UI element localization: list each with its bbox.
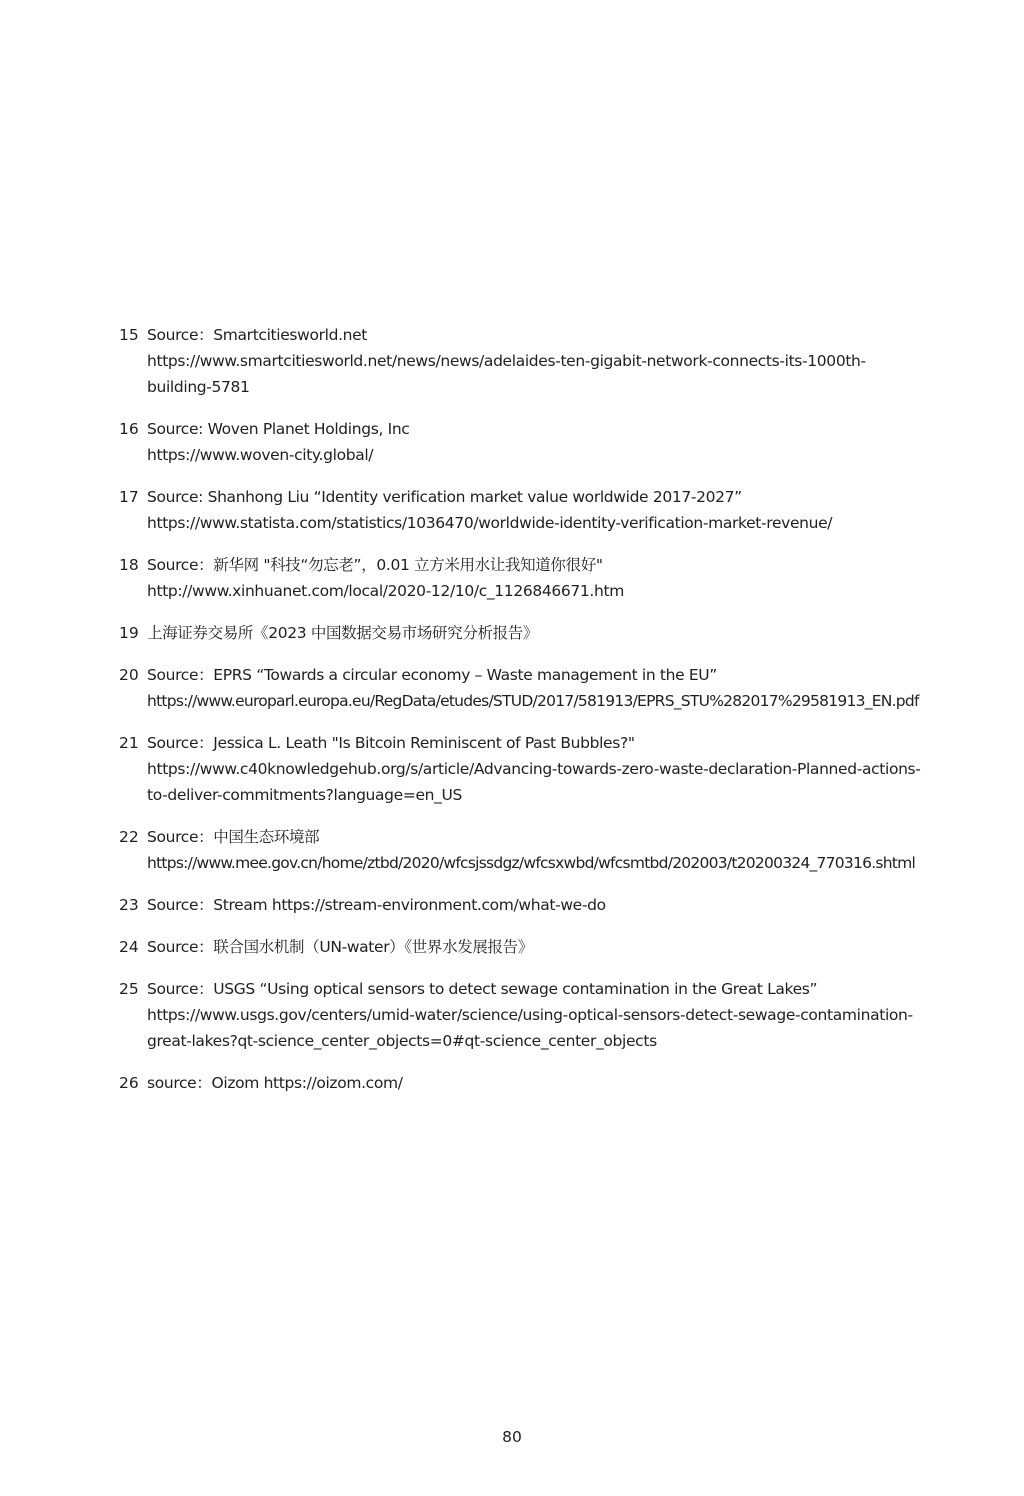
reference-source: Source: Shanhong Liu “Identity verification market value worldwide 2017-2027” [147, 488, 742, 506]
reference-item [119, 892, 919, 918]
reference-source: Source：USGS “Using optical sensors to detect sewage contamination in the Great Lakes” [147, 980, 818, 998]
reference-number: 22 [119, 828, 139, 846]
reference-number: 19 [119, 624, 139, 642]
reference-url[interactable]: https://www.statista.com/statistics/1036470/worldwide-identity-verification-market-revenue/ [147, 514, 833, 532]
reference-source: Source：联合国水机制（UN-water）《世界水发展报告》 [147, 938, 533, 956]
reference-number: 23 [119, 896, 139, 914]
reference-number: 17 [119, 488, 139, 506]
reference-number: 24 [119, 938, 139, 956]
reference-url[interactable]: https://www.usgs.gov/centers/umid-water/science/using-optical-sensors-detect-sewage-contamination- [147, 1006, 913, 1024]
reference-item [119, 552, 919, 604]
reference-number: 26 [119, 1074, 139, 1092]
reference-url[interactable]: building-5781 [147, 378, 250, 396]
reference-item [119, 322, 919, 400]
reference-url[interactable]: https://www.mee.gov.cn/home/ztbd/2020/wfcsjssdgz/wfcsxwbd/wfcsmtbd/202003/t20200324_770316.shtml [147, 854, 916, 872]
reference-url[interactable]: https://www.woven-city.global/ [147, 446, 374, 464]
page-number: 80 [502, 1428, 522, 1446]
reference-source: Source：EPRS “Towards a circular economy – Waste management in the EU” [147, 666, 717, 684]
reference-number: 21 [119, 734, 139, 752]
reference-number: 25 [119, 980, 139, 998]
reference-url[interactable]: https://www.smartcitiesworld.net/news/news/adelaides-ten-gigabit-network-connects-its-1000th- [147, 352, 866, 370]
reference-url[interactable]: http://www.xinhuanet.com/local/2020-12/10/c_1126846671.htm [147, 582, 624, 600]
reference-item [119, 976, 919, 1054]
reference-url[interactable]: https://www.c40knowledgehub.org/s/article/Advancing-towards-zero-waste-declaration-Planned-actions- [147, 760, 921, 778]
reference-item [119, 1070, 919, 1096]
reference-list [119, 322, 919, 1112]
reference-number: 16 [119, 420, 139, 438]
reference-item [119, 484, 919, 536]
reference-source: Source：Smartcitiesworld.net [147, 326, 368, 344]
reference-url[interactable]: https://www.europarl.europa.eu/RegData/etudes/STUD/2017/581913/EPRS_STU%282017%29581913_EN.pdf [147, 692, 919, 710]
reference-item [119, 620, 919, 646]
reference-url[interactable]: to-deliver-commitments?language=en_US [147, 786, 463, 804]
reference-item [119, 416, 919, 468]
reference-source[interactable]: source：Oizom https://oizom.com/ [147, 1074, 403, 1092]
reference-item [119, 662, 919, 714]
reference-url[interactable]: great-lakes?qt-science_center_objects=0#qt-science_center_objects [147, 1032, 657, 1050]
reference-source: Source: Woven Planet Holdings, Inc [147, 420, 410, 438]
reference-number: 20 [119, 666, 139, 684]
reference-number: 18 [119, 556, 139, 574]
reference-item [119, 824, 919, 876]
reference-item [119, 730, 919, 808]
reference-source: Source：新华网 "科技“勿忘老”，0.01 立方米用水让我知道你很好" [147, 556, 603, 574]
reference-source: 上海证券交易所《2023 中国数据交易市场研究分析报告》 [147, 624, 539, 642]
reference-source[interactable]: Source：Stream https://stream-environment.com/what-we-do [147, 896, 606, 914]
reference-source: Source：Jessica L. Leath "Is Bitcoin Reminiscent of Past Bubbles?" [147, 734, 635, 752]
reference-item [119, 934, 919, 960]
reference-source: Source：中国生态环境部 [147, 828, 320, 846]
reference-number: 15 [119, 326, 139, 344]
